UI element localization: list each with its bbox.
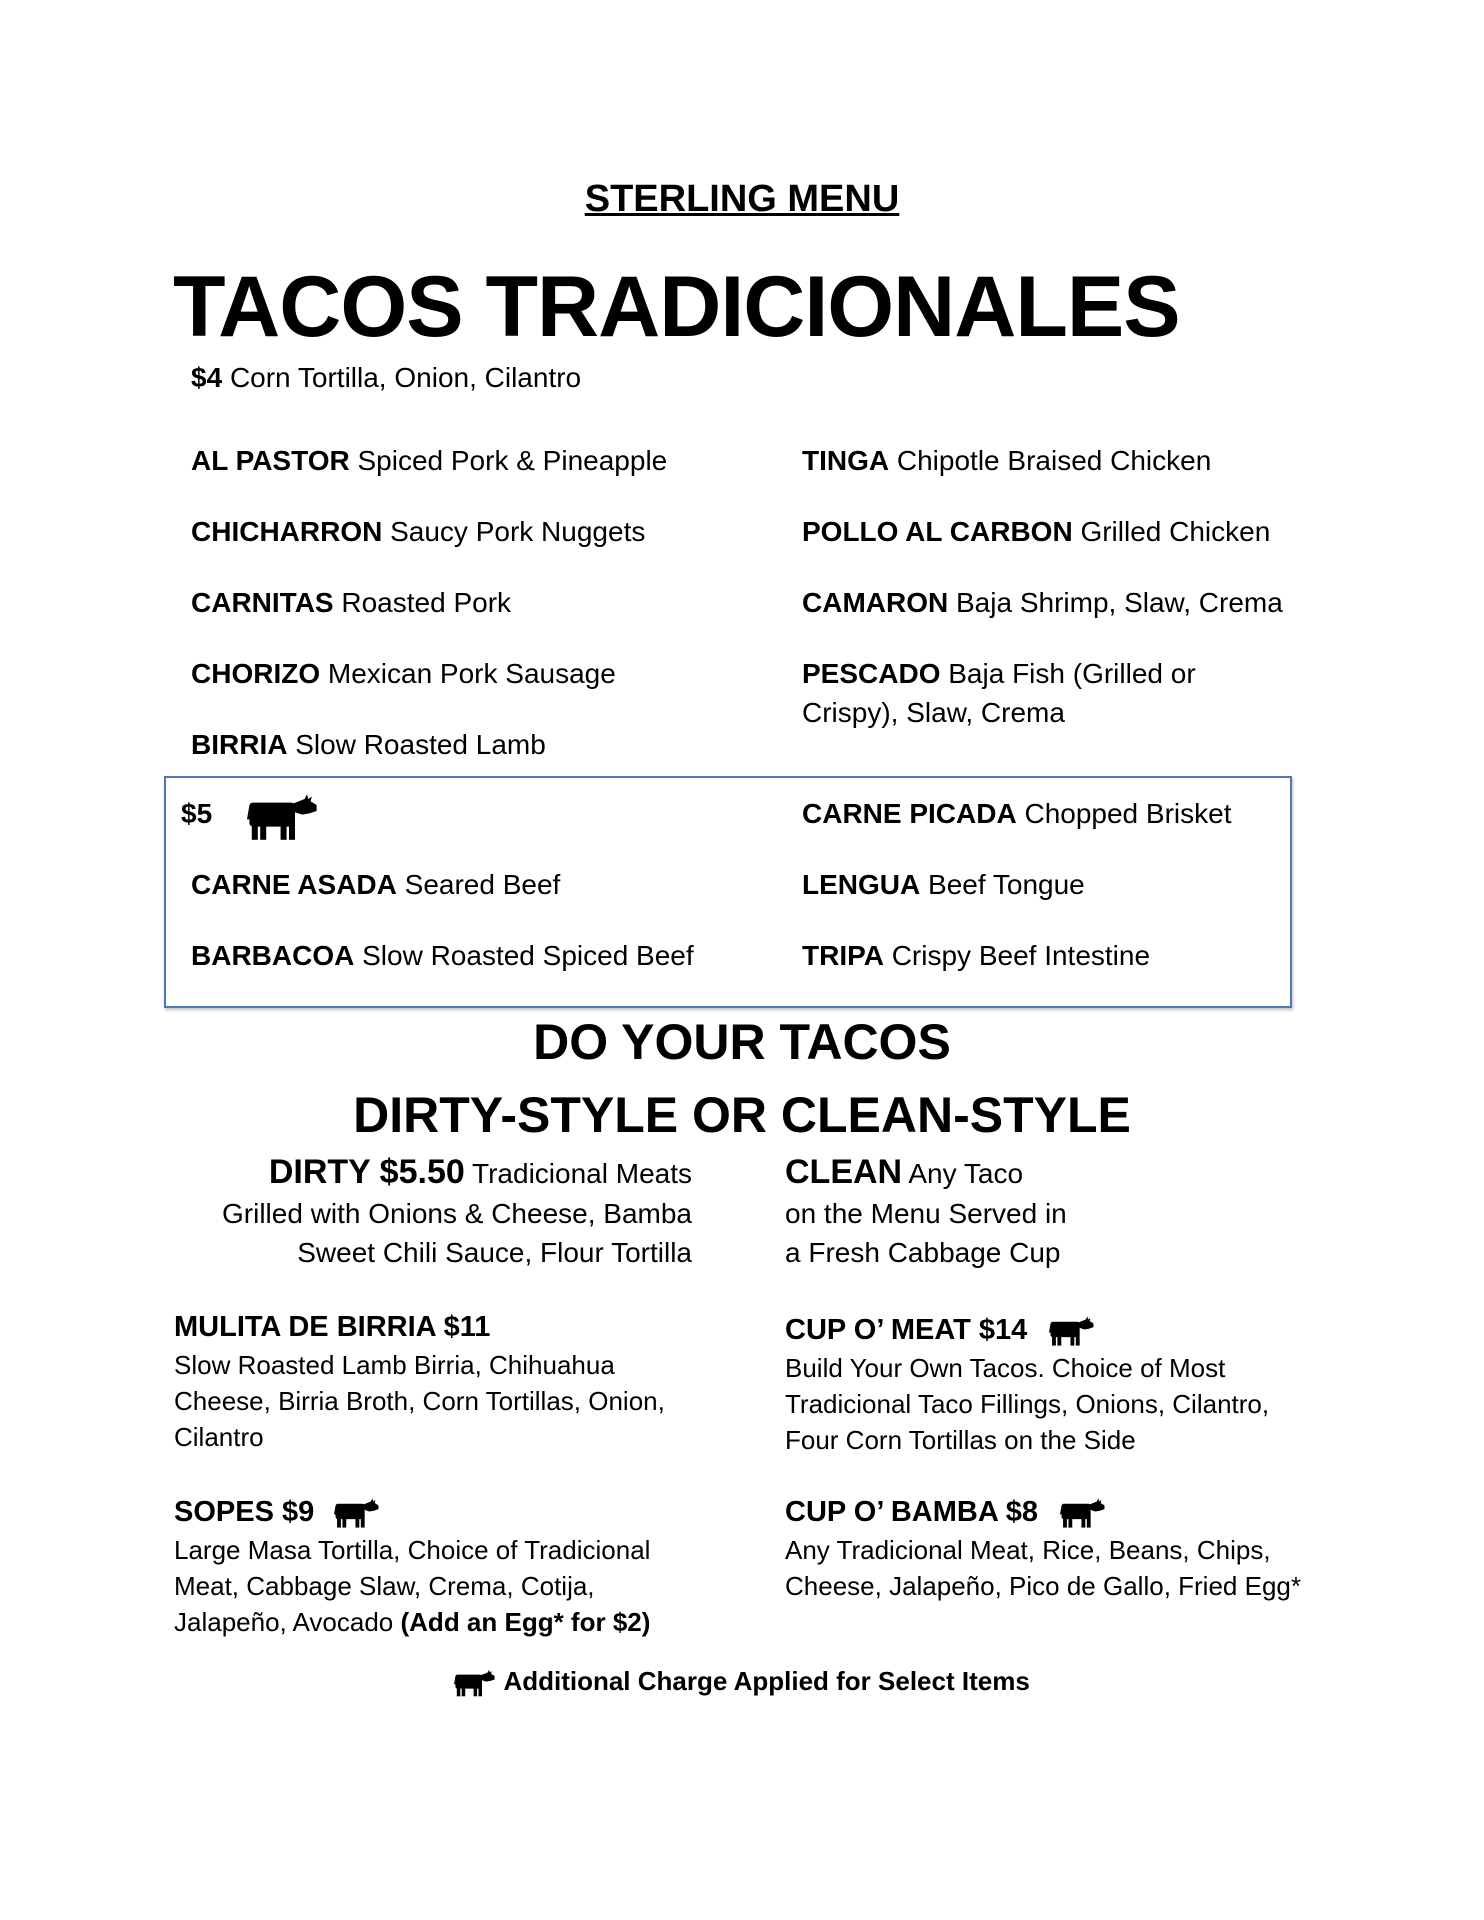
- special-line: Cilantro: [174, 1422, 264, 1452]
- item-desc: Chopped Brisket: [1024, 798, 1232, 829]
- special-title: CUP O’ MEAT $14: [785, 1314, 1028, 1346]
- cow-icon: [334, 1497, 380, 1529]
- item-desc: Slow Roasted Spiced Beef: [362, 940, 694, 971]
- dirty-style-block: [160, 1152, 692, 1272]
- cow-icon: [454, 1668, 496, 1698]
- item-name: AL PASTOR: [191, 445, 350, 476]
- item-name: CAMARON: [802, 587, 949, 618]
- section-title: DO YOUR TACOS: [533, 1014, 951, 1070]
- menu-item: [191, 726, 546, 764]
- item-desc: Mexican Pork Sausage: [327, 658, 616, 689]
- item-name: LENGUA: [802, 869, 921, 900]
- cow-icon: [1060, 1497, 1106, 1529]
- cow-icon: [247, 792, 319, 842]
- special-line: Cheese, Jalapeño, Pico de Gallo, Fried Egg*: [785, 1571, 1301, 1601]
- base-price-desc: Corn Tortilla, Onion, Cilantro: [229, 362, 582, 393]
- beef-price-line: [181, 795, 212, 833]
- menu-item: [191, 937, 694, 975]
- special-title: MULITA DE BIRRIA $11: [174, 1311, 491, 1343]
- menu-item: [802, 513, 1270, 551]
- item-desc: Seared Beef: [404, 869, 561, 900]
- item-name: BARBACOA: [191, 940, 355, 971]
- base-price-line: [191, 359, 581, 397]
- item-name: CHICHARRON: [191, 516, 383, 547]
- item-desc: Spiced Pork & Pineapple: [357, 445, 668, 476]
- clean-title: CLEAN: [785, 1153, 903, 1191]
- special-line: Build Your Own Tacos. Choice of Most: [785, 1353, 1226, 1383]
- special-cup-meat: [785, 1310, 1269, 1458]
- dirty-line: Grilled with Onions & Cheese, Bamba: [222, 1198, 692, 1229]
- footer-note-line: [0, 1662, 1484, 1700]
- menu-item: [191, 866, 560, 904]
- item-desc: Chipotle Braised Chicken: [896, 445, 1212, 476]
- special-line: Any Tradicional Meat, Rice, Beans, Chips,: [785, 1535, 1271, 1565]
- menu-item: [191, 584, 511, 622]
- menu-item: [802, 655, 1196, 693]
- base-price: $4: [191, 362, 223, 393]
- special-title: SOPES $9: [174, 1496, 315, 1528]
- item-desc: Baja Shrimp, Slaw, Crema: [956, 587, 1283, 618]
- menu-item: [191, 442, 667, 480]
- item-name: CARNE ASADA: [191, 869, 397, 900]
- special-line: Tradicional Taco Fillings, Onions, Cilantro,: [785, 1389, 1270, 1419]
- special-line: Cheese, Birria Broth, Corn Tortillas, Onion,: [174, 1386, 665, 1416]
- item-name: CARNE PICADA: [802, 798, 1017, 829]
- footer-note: Additional Charge Applied for Select Items: [503, 1666, 1030, 1696]
- item-name: CHORIZO: [191, 658, 321, 689]
- menu-title: STERLING MENU: [584, 178, 900, 220]
- special-title: CUP O’ BAMBA $8: [785, 1496, 1038, 1528]
- item-name: POLLO AL CARBON: [802, 516, 1073, 547]
- cow-icon: [1049, 1315, 1095, 1347]
- special-line: Jalapeño, Avocado: [174, 1607, 394, 1637]
- tacos-tradicionales-title: TACOS TRADICIONALES: [173, 259, 1180, 355]
- menu-item: [191, 513, 645, 551]
- item-name: TINGA: [802, 445, 890, 476]
- special-line: Four Corn Tortillas on the Side: [785, 1425, 1136, 1455]
- menu-item: [191, 655, 616, 693]
- item-desc: Beef Tongue: [928, 869, 1085, 900]
- special-sopes: [174, 1492, 650, 1640]
- dirty-line: Tradicional Meats: [472, 1158, 692, 1189]
- item-desc: Baja Fish (Grilled or: [948, 658, 1196, 689]
- special-line: Meat, Cabbage Slaw, Crema, Cotija,: [174, 1571, 595, 1601]
- menu-item: [802, 866, 1085, 904]
- special-line: Large Masa Tortilla, Choice of Tradicional: [174, 1535, 651, 1565]
- dirty-title: DIRTY $5.50: [268, 1153, 465, 1191]
- clean-style-block: [785, 1152, 1067, 1272]
- item-desc: Roasted Pork: [341, 587, 512, 618]
- menu-item: [802, 795, 1231, 833]
- item-desc: Grilled Chicken: [1080, 516, 1271, 547]
- item-name: TRIPA: [802, 940, 884, 971]
- item-desc: Slow Roasted Lamb: [295, 729, 546, 760]
- special-line: Slow Roasted Lamb Birria, Chihuahua: [174, 1350, 615, 1380]
- item-name: CARNITAS: [191, 587, 334, 618]
- special-cup-bamba: [785, 1492, 1301, 1604]
- item-name: BIRRIA: [191, 729, 288, 760]
- item-desc: Saucy Pork Nuggets: [390, 516, 646, 547]
- clean-line: Any Taco: [908, 1158, 1024, 1189]
- section-subtitle: DIRTY-STYLE OR CLEAN-STYLE: [353, 1087, 1131, 1143]
- item-desc-continued: Crispy), Slaw, Crema: [802, 697, 1065, 728]
- menu-item: [802, 584, 1283, 622]
- clean-line: a Fresh Cabbage Cup: [785, 1237, 1061, 1268]
- special-mulita: [174, 1307, 665, 1455]
- menu-item: [802, 937, 1150, 975]
- clean-line: on the Menu Served in: [785, 1198, 1067, 1229]
- item-desc: Crispy Beef Intestine: [891, 940, 1151, 971]
- egg-add-on: (Add an Egg* for $2): [400, 1607, 651, 1637]
- item-name: PESCADO: [802, 658, 941, 689]
- menu-item: [802, 442, 1211, 480]
- dirty-line: Sweet Chili Sauce, Flour Tortilla: [297, 1237, 692, 1268]
- beef-price: $5: [181, 798, 213, 829]
